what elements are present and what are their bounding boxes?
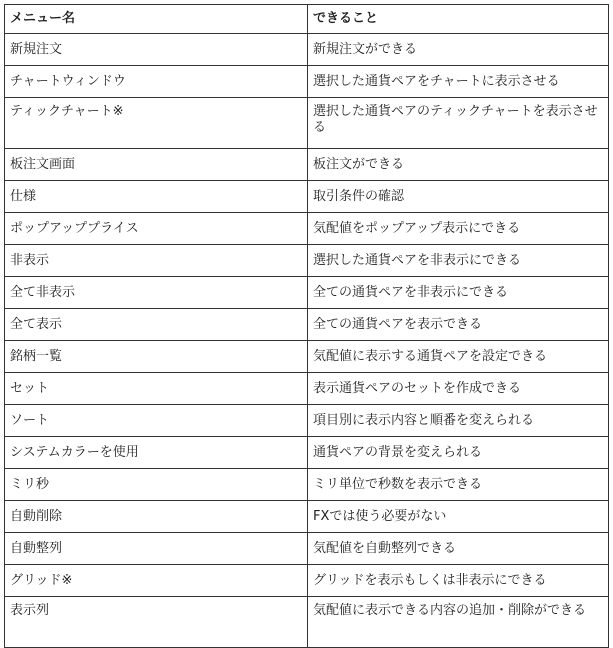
- capability-cell: 板注文ができる: [308, 149, 609, 181]
- menu-name-cell: ミリ秒: [5, 469, 308, 501]
- table-row: [5, 533, 609, 565]
- menu-name-cell: システムカラーを使用: [5, 437, 308, 469]
- capability-cell: 全ての通貨ペアを非表示にできる: [308, 277, 609, 309]
- menu-name-cell: 非表示: [5, 245, 308, 277]
- capability-cell: 選択した通貨ペアをチャートに表示させる: [308, 66, 609, 98]
- menu-name-cell: 新規注文: [5, 34, 308, 66]
- menu-name-cell: 全て非表示: [5, 277, 308, 309]
- table-row: [5, 341, 609, 373]
- capability-cell: 新規注文ができる: [308, 34, 609, 66]
- capability-cell: 気配値を自動整列できる: [308, 533, 609, 565]
- table-row: [5, 597, 609, 648]
- menu-name-cell: セット: [5, 373, 308, 405]
- menu-name-cell: ソート: [5, 405, 308, 437]
- menu-name-cell: 全て表示: [5, 309, 308, 341]
- table-row: [5, 66, 609, 98]
- capability-cell: 取引条件の確認: [308, 181, 609, 213]
- capability-cell: 気配値をポップアップ表示にできる: [308, 213, 609, 245]
- table-row: [5, 181, 609, 213]
- menu-name-cell: 板注文画面: [5, 149, 308, 181]
- menu-name-cell: 自動整列: [5, 533, 308, 565]
- capability-cell: 表示通貨ペアのセットを作成できる: [308, 373, 609, 405]
- menu-name-cell: 仕様: [5, 181, 308, 213]
- menu-name-cell: 銘柄一覧: [5, 341, 308, 373]
- menu-name-cell: 表示列: [5, 597, 308, 648]
- table-row: [5, 469, 609, 501]
- table-row: [5, 373, 609, 405]
- header-capability: できること: [308, 5, 609, 34]
- capability-cell: 項目別に表示内容と順番を変えられる: [308, 405, 609, 437]
- header-menu-name: メニュー名: [5, 5, 308, 34]
- capability-cell: 選択した通貨ペアのティックチャートを表示させる: [308, 98, 609, 149]
- capability-cell: ミリ単位で秒数を表示できる: [308, 469, 609, 501]
- table-row: [5, 405, 609, 437]
- table-row: [5, 245, 609, 277]
- capability-cell: 全ての通貨ペアを表示できる: [308, 309, 609, 341]
- menu-name-cell: ポップアッププライス: [5, 213, 308, 245]
- table-row: [5, 98, 609, 149]
- table-row: [5, 501, 609, 533]
- capability-cell: 通貨ペアの背景を変えられる: [308, 437, 609, 469]
- capability-cell: FXでは使う必要がない: [308, 501, 609, 533]
- menu-name-cell: 自動削除: [5, 501, 308, 533]
- menu-table: [4, 4, 609, 648]
- table-row: [5, 149, 609, 181]
- menu-name-cell: ティックチャート※: [5, 98, 308, 149]
- table-row: [5, 213, 609, 245]
- menu-name-cell: チャートウィンドウ: [5, 66, 308, 98]
- menu-name-cell: グリッド※: [5, 565, 308, 597]
- table-row: [5, 277, 609, 309]
- table-row: [5, 34, 609, 66]
- table-row: [5, 309, 609, 341]
- capability-cell: 気配値に表示する通貨ペアを設定できる: [308, 341, 609, 373]
- table-row: [5, 437, 609, 469]
- table-row: [5, 565, 609, 597]
- capability-cell: グリッドを表示もしくは非表示にできる: [308, 565, 609, 597]
- capability-cell: 選択した通貨ペアを非表示にできる: [308, 245, 609, 277]
- capability-cell: 気配値に表示できる内容の追加・削除ができる: [308, 597, 609, 648]
- header-row: [5, 5, 609, 34]
